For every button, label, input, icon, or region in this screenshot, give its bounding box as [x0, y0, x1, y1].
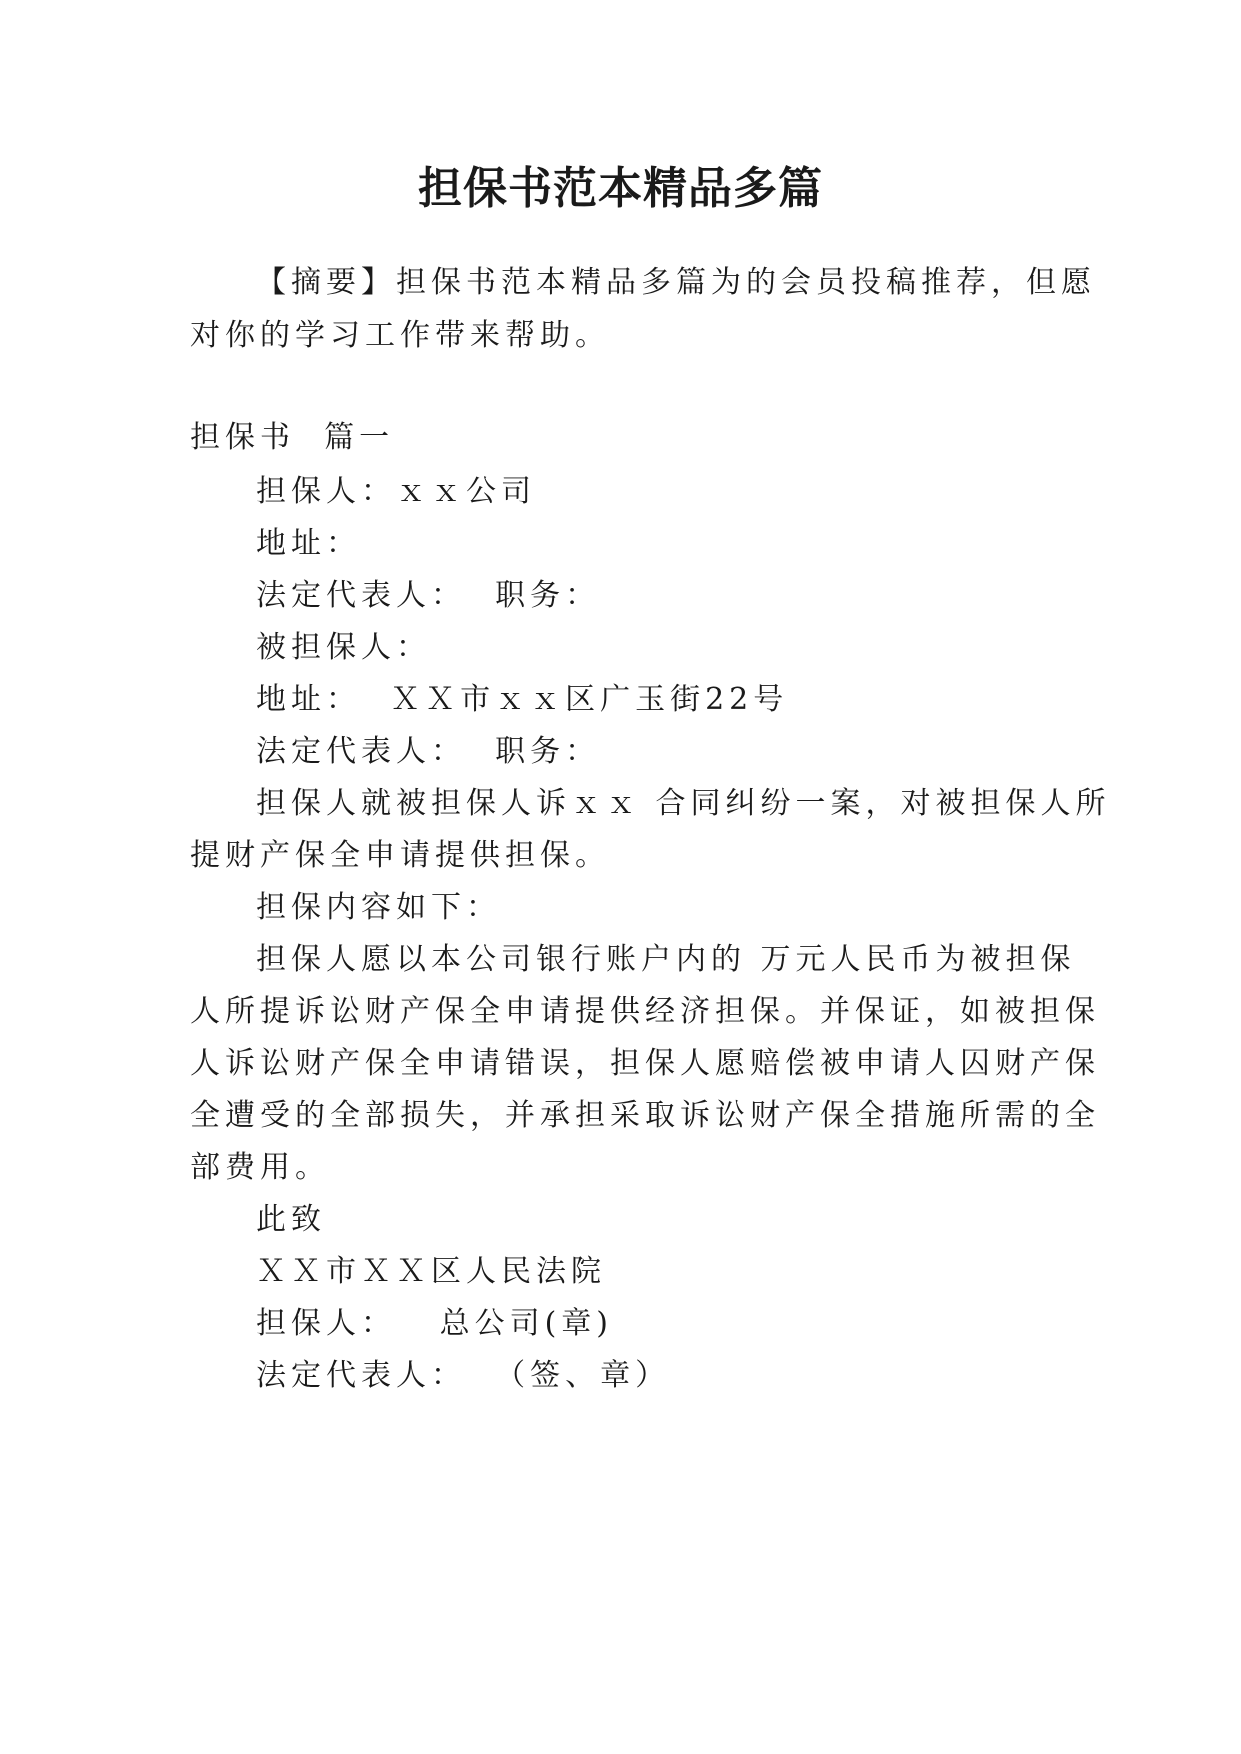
paragraph-2-line-3: 人诉讼财产保全申请错误，担保人愿赔偿被申请人囚财产保: [190, 1046, 1100, 1081]
section-heading: 担保书 篇一: [190, 420, 395, 455]
abstract-line-1: 【摘要】担保书范本精品多篇为的会员投稿推荐，但愿: [256, 265, 1096, 300]
closing-line: 此致: [256, 1202, 326, 1237]
legal-rep-line-1: 法定代表人： 职务：: [256, 578, 601, 613]
address-line-1: 地址：: [256, 526, 361, 561]
legal-rep-line-2: 法定代表人： 职务：: [256, 734, 601, 769]
document-title: 担保书范本精品多篇: [418, 163, 823, 214]
paragraph-1-line-1: 担保人就被担保人诉ｘｘ 合同纠纷一案，对被担保人所: [256, 786, 1111, 821]
address-line-2: 地址： ＸＸ市ｘｘ区广玉街22号: [256, 682, 789, 717]
signature-guarantor-line: 担保人： 总公司(章): [256, 1306, 614, 1341]
paragraph-2-line-1: 担保人愿以本公司银行账户内的 万元人民币为被担保: [256, 942, 1076, 977]
paragraph-1-line-2: 提财产保全申请提供担保。: [190, 838, 610, 873]
guaranteed-party-line: 被担保人：: [256, 630, 431, 665]
signature-legal-rep-line: 法定代表人： （签、章）: [256, 1358, 671, 1393]
paragraph-2-line-4: 全遭受的全部损失，并承担采取诉讼财产保全措施所需的全: [190, 1098, 1100, 1133]
guarantor-line: 担保人：ｘｘ公司: [256, 474, 536, 509]
abstract-line-2: 对你的学习工作带来帮助。: [190, 318, 610, 353]
paragraph-2-line-5: 部费用。: [190, 1150, 330, 1185]
content-intro-line: 担保内容如下：: [256, 890, 501, 925]
court-line: ＸＸ市ＸＸ区人民法院: [256, 1254, 606, 1289]
paragraph-2-line-2: 人所提诉讼财产保全申请提供经济担保。并保证，如被担保: [190, 994, 1100, 1029]
